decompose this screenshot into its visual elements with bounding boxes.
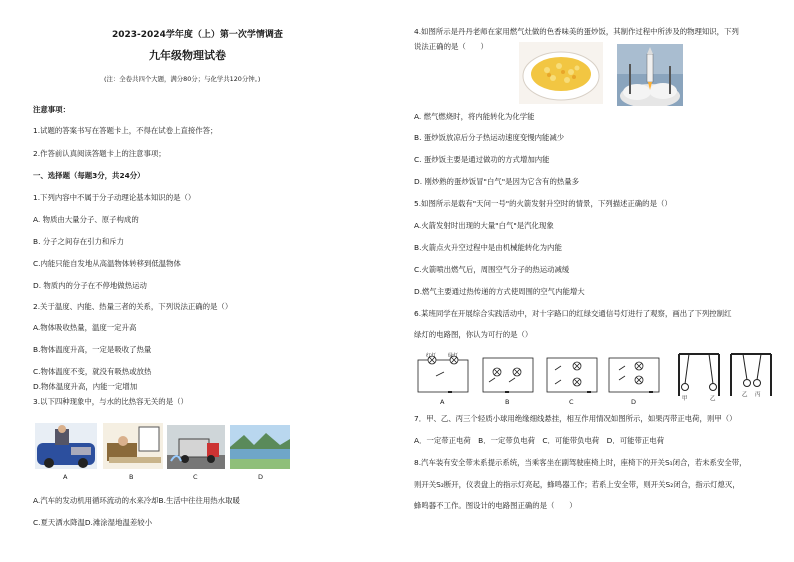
exam-subtitle: 九年级物理试卷 <box>149 49 226 62</box>
q5-option-b: B.火箭点火升空过程中是由机械能转化为内能 <box>414 243 562 252</box>
rocket-launch-image <box>617 44 683 106</box>
q3-option-cd: C.夏天洒水降温D.滩涂湿地温差较小 <box>33 518 153 527</box>
notice-item-1: 1.试题的答案书写在答题卡上，不得在试卷上直接作答； <box>33 126 218 135</box>
q6-circuit-c <box>543 350 601 398</box>
q6-stem-line1: 6.某班同学在开展综合实践活动中，对十字路口的红绿交通信号灯进行了观察，画出了下列控制红 <box>414 309 732 318</box>
q7-ball-label-4: 丙 <box>755 392 761 398</box>
q4-option-a: A. 燃气燃烧时，将内能转化为化学能 <box>414 112 535 121</box>
q2-option-a: A.物体吸收热量，温度一定升高 <box>33 323 137 332</box>
q6-label-a: A <box>440 398 445 406</box>
q5-stem: 5.如图所示是载有"天问一号"的火箭发射升空时的情景，下列描述正确的是（） <box>414 199 672 208</box>
q7-ball-label-3: 乙 <box>742 392 748 398</box>
q6-lamp-label-green: 绿灯 <box>448 353 459 359</box>
q3-stem: 3.以下四种现象中，与水的比热容无关的是（） <box>33 397 188 406</box>
q3-label-b: B <box>129 473 134 481</box>
q3-option-ab: A.汽车的发动机用循环流动的水来冷却B.生活中往往用热水取暖 <box>33 496 240 505</box>
q4-option-c: C. 蛋炒饭主要是通过做功的方式增加内能 <box>414 155 550 164</box>
q6-label-b: B <box>505 398 510 406</box>
q1-stem: 1.下列内容中不属于分子动理论基本知识的是（） <box>33 193 196 202</box>
fried-rice-image <box>519 42 603 104</box>
q5-option-c: C.火箭喷出燃气后，周围空气分子的热运动减缓 <box>414 265 570 274</box>
exam-note: (注：全卷共四个大题，满分80分；与化学共120分钟。) <box>104 75 261 83</box>
q2-option-b: B.物体温度升高，一定是吸收了热量 <box>33 345 152 354</box>
q5-option-d: D.燃气主要通过热传递的方式使周围的空气内能增大 <box>414 287 585 296</box>
notice-item-2: 2.作答前认真阅读答题卡上的注意事项； <box>33 149 166 158</box>
q3-image-b <box>103 423 163 469</box>
q8-line1: 8.汽车装有安全带未系提示系统，当乘客坐在副驾驶座椅上时，座椅下的开关S₁闭合，若未系安全带， <box>414 458 747 467</box>
q8-line2: 则开关S₂断开，仪表盘上的指示灯亮起，蜂鸣器工作；若系上安全带，则开关S₂闭合，指示灯熄灭， <box>414 480 740 489</box>
right-column <box>397 0 794 562</box>
q3-label-c: C <box>193 473 198 481</box>
exam-title: 2023-2024学年度（上）第一次学情调查 <box>112 30 283 40</box>
q2-option-d: D.物体温度升高，内能一定增加 <box>33 382 138 391</box>
notice-heading: 注意事项： <box>33 105 70 114</box>
q7-options: A．一定带正电荷 B．一定带负电荷 C．可能带负电荷 D．可能带正电荷 <box>414 436 665 445</box>
q6-circuit-b <box>479 350 537 398</box>
q7-stem: 7．甲、乙、丙三个轻质小球用绝缘细线悬挂，相互作用情况如图所示，如果丙带正电荷，则甲（） <box>414 414 737 423</box>
q3-image-d <box>230 425 290 469</box>
q5-option-a: A.火箭发射时出现的大量"白气"是汽化现象 <box>414 221 554 230</box>
q1-option-b: B. 分子之间存在引力和斥力 <box>33 237 125 246</box>
q6-label-c: C <box>569 398 574 406</box>
q8-line3: 蜂鸣器不工作。图设计的电路图正确的是（ ） <box>414 501 577 510</box>
q1-option-d: D. 物质内的分子在不停地做热运动 <box>33 281 147 290</box>
q1-option-a: A. 物质由大量分子、原子构成的 <box>33 215 139 224</box>
q6-stem-line2: 绿灯的电路图，你认为可行的是（） <box>414 330 533 339</box>
q3-label-d: D <box>258 473 264 481</box>
q6-circuit-d <box>605 350 663 398</box>
q7-ball-label-1: 甲 <box>682 396 688 402</box>
q6-label-d: D <box>631 398 637 406</box>
q2-option-c: C.物体温度不变，就没有吸热或放热 <box>33 367 152 376</box>
q3-image-a <box>35 423 97 469</box>
q1-option-c: C.内能只能自发地从高温物体转移到低温物体 <box>33 259 181 268</box>
q2-stem: 2.关于温度、内能、热量三者的关系，下列说法正确的是（） <box>33 302 233 311</box>
q4-option-d: D. 刚炒熟的蛋炒饭冒"白气"是因为它含有的热量多 <box>414 177 580 186</box>
q6-lamp-label-red: 红灯 <box>426 353 437 359</box>
q6-circuit-a <box>414 350 472 398</box>
q7-ball-label-2: 乙 <box>710 396 716 402</box>
q3-image-c <box>167 425 225 469</box>
q4-stem-line1: 4.如图所示是丹丹老师在家用燃气灶做的色香味美的蛋炒饭，其制作过程中所涉及的物理知识，下列 <box>414 27 739 36</box>
section1-heading: 一、选择题（每题3分，共24分） <box>33 171 145 180</box>
q4-option-b: B. 蛋炒饭放凉后分子热运动速度变慢内能减少 <box>414 133 565 142</box>
q4-stem-line2: 说法正确的是（ ） <box>414 42 488 51</box>
q3-label-a: A <box>63 473 68 481</box>
